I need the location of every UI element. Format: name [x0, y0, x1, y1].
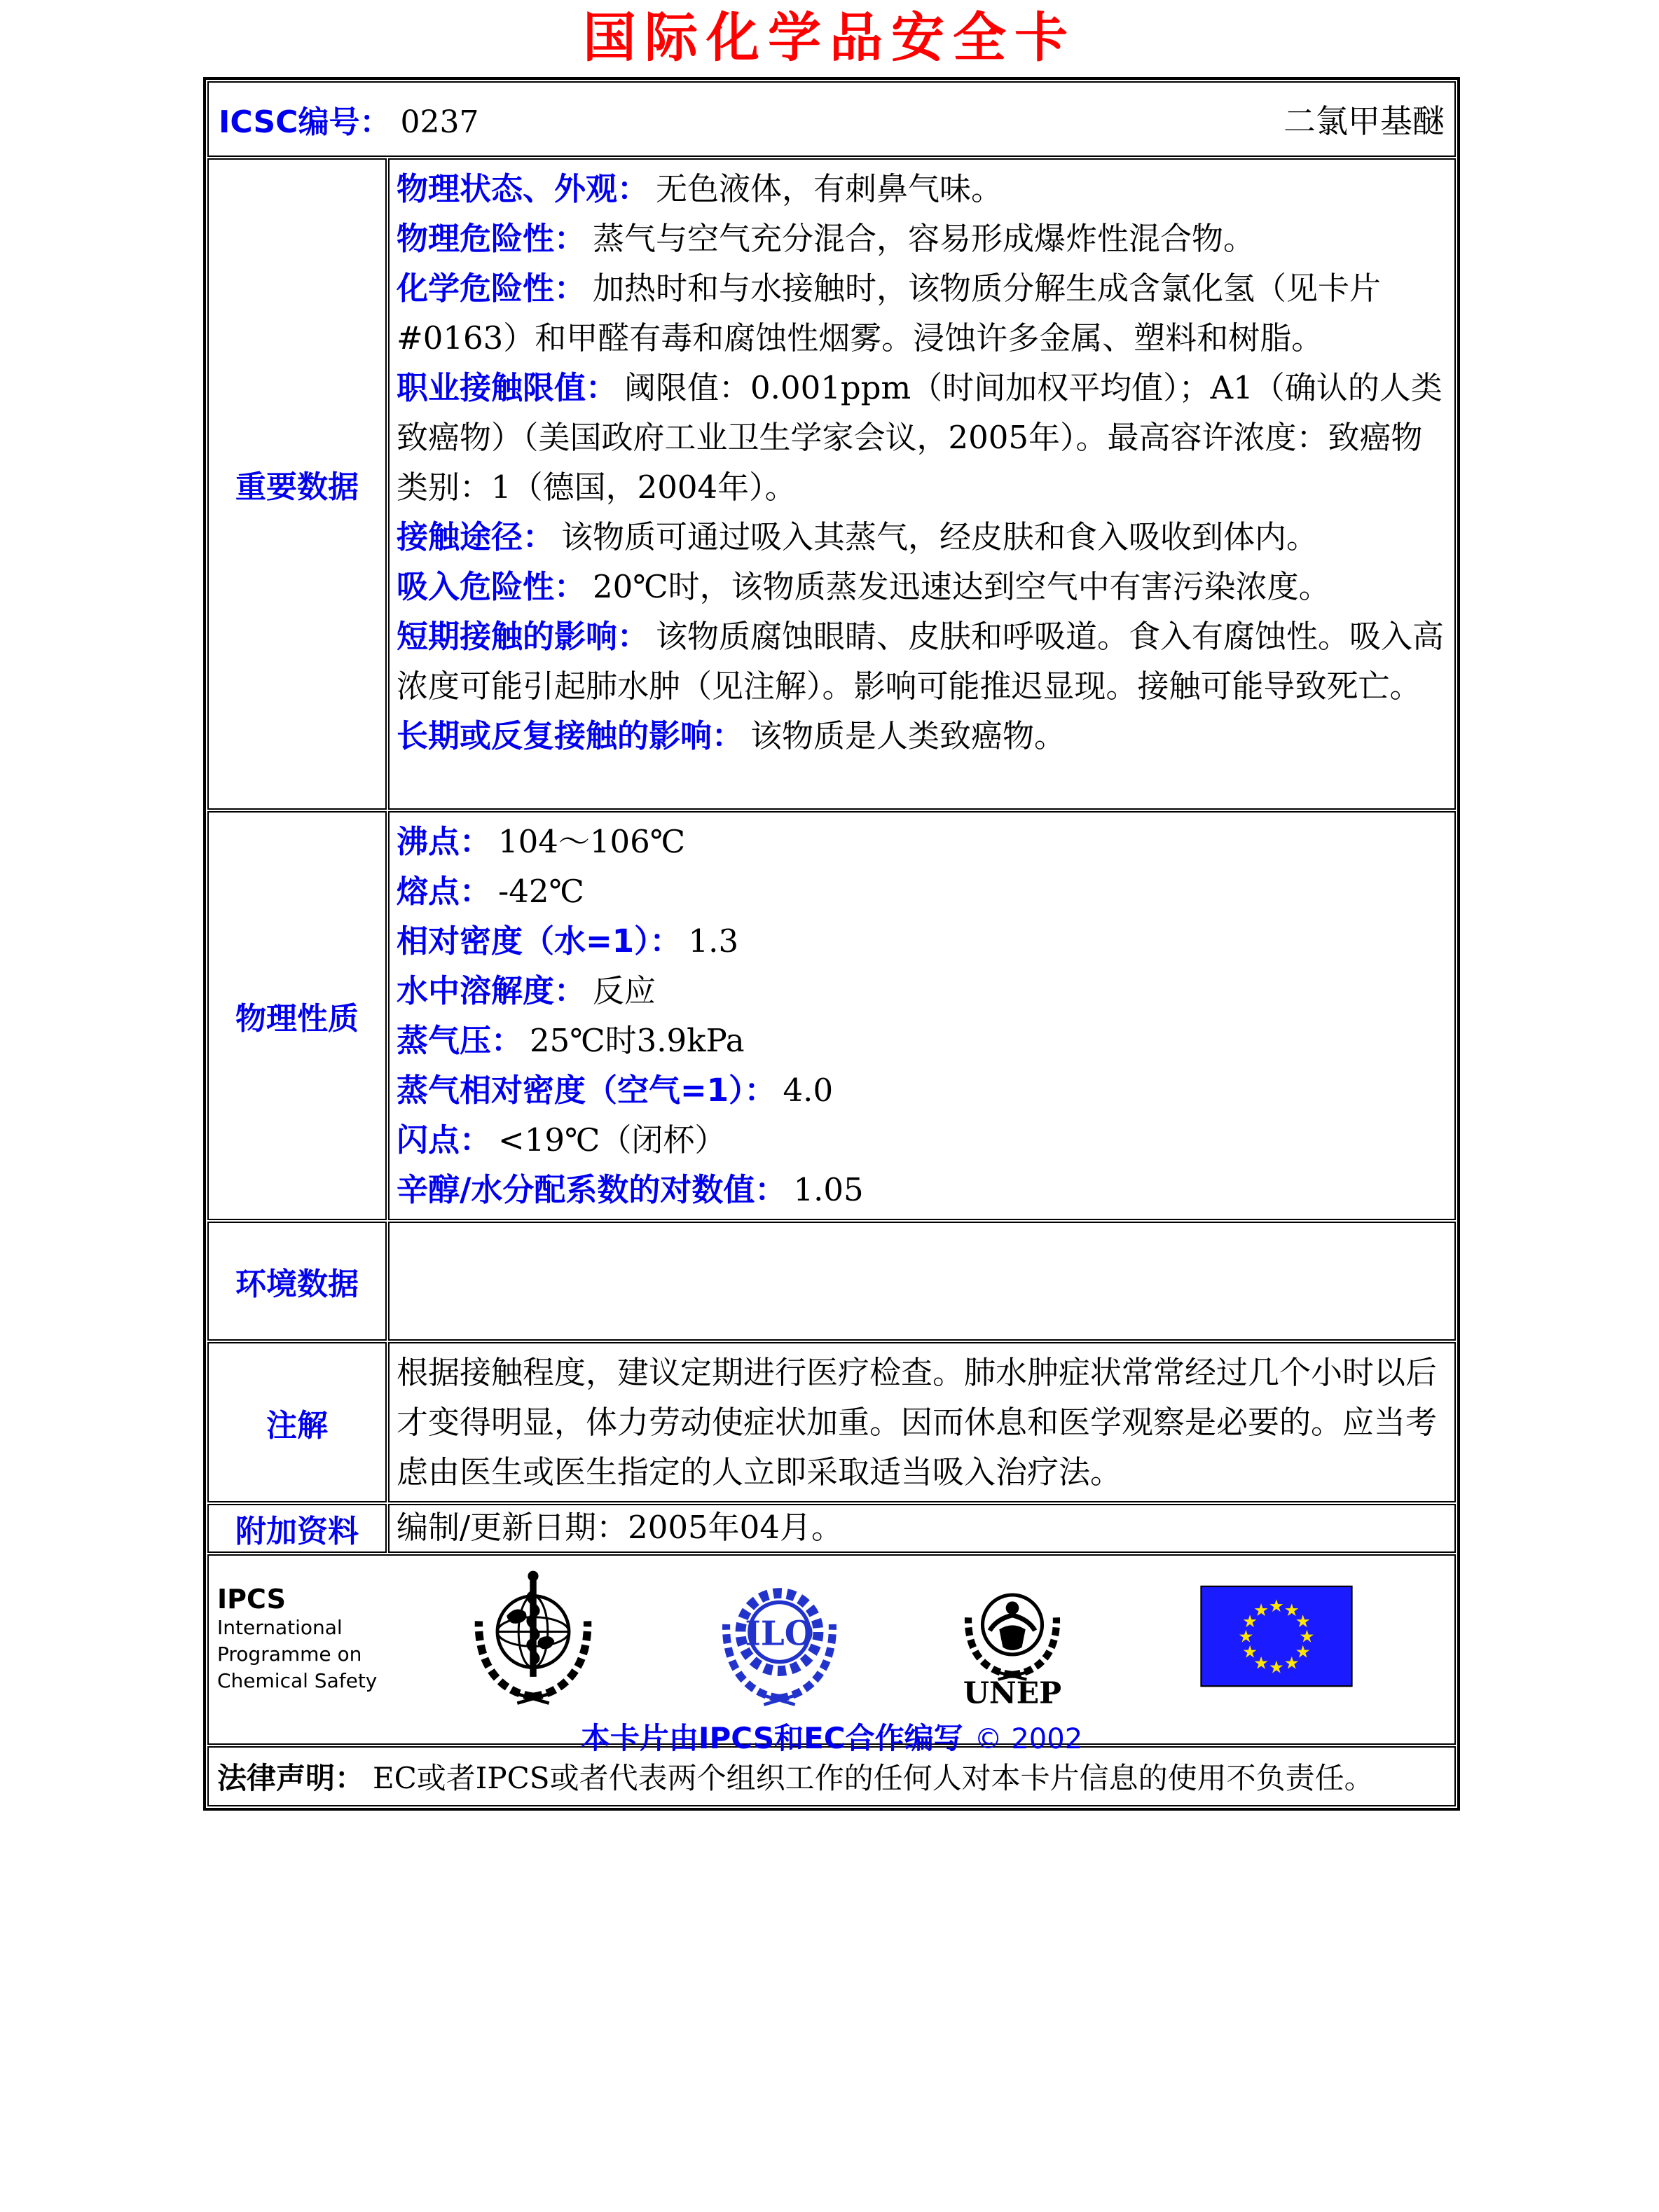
section-label-additional-info: 附加资料 — [207, 1504, 387, 1553]
property-item — [397, 916, 1447, 966]
page-title: 国际化学品安全卡 — [583, 6, 1076, 69]
icsc-number — [219, 97, 479, 141]
section-label-notes: 注解 — [207, 1342, 387, 1502]
section-label-physical-properties: 物理性质 — [207, 811, 387, 1220]
important-data-content — [388, 158, 1456, 810]
data-item — [397, 363, 1447, 512]
property-label: 蒸气压： — [397, 1022, 523, 1059]
data-item — [397, 214, 1447, 263]
notes-row — [207, 1342, 1456, 1502]
item-text: 该物质是人类致癌物。 — [750, 717, 1066, 754]
svg-text:★: ★ — [1253, 1652, 1269, 1673]
svg-text:★: ★ — [1242, 1641, 1258, 1662]
property-item — [397, 966, 1447, 1016]
item-text: 20℃时，该物质蒸发迅速达到空气中有害污染浓度。 — [593, 568, 1330, 605]
data-item — [397, 164, 1447, 214]
physical-properties-content — [388, 811, 1456, 1220]
item-text: 该物质腐蚀眼睛、皮肤和呼吸道。食入有腐蚀性。吸入高浓度可能引起肺水肿（见注解）。影响可能推迟显现。接触可能导致死亡。 — [397, 618, 1445, 705]
attribution-line — [209, 1715, 1454, 1757]
icsc-number-label: ICSC编号： — [219, 104, 391, 140]
ipcs-block — [217, 1584, 377, 1694]
physical-properties-row — [207, 811, 1456, 1220]
legal-label: 法律声明： — [217, 1761, 365, 1795]
property-item — [397, 1016, 1447, 1065]
legal-text: EC或者IPCS或者代表两个组织工作的任何人对本卡片信息的使用不负责任。 — [373, 1761, 1374, 1795]
svg-text:★: ★ — [1268, 1596, 1285, 1617]
item-label: 物理危险性： — [397, 220, 586, 257]
unep-logo-icon — [953, 1568, 1072, 1717]
data-item — [397, 263, 1447, 363]
ipcs-title: IPCS — [217, 1584, 286, 1615]
section-label-important-data: 重要数据 — [207, 158, 387, 810]
svg-text:★: ★ — [1283, 1652, 1300, 1673]
item-label: 长期或反复接触的影响： — [397, 717, 744, 754]
property-label: 蒸气相对密度（空气=1）： — [397, 1072, 776, 1109]
property-item — [397, 1065, 1447, 1115]
property-value: 1.05 — [793, 1171, 864, 1208]
item-text: 蒸气与空气充分混合，容易形成爆炸性混合物。 — [593, 220, 1255, 257]
ilo-logo-icon — [715, 1568, 844, 1714]
copyright-text: © 2002 — [974, 1723, 1083, 1755]
additional-info-text: 编制/更新日期：2005年04月。 — [397, 1509, 843, 1546]
property-label: 熔点： — [397, 873, 492, 910]
important-data-row — [207, 158, 1456, 810]
environmental-data-row — [207, 1222, 1456, 1341]
svg-text:★: ★ — [1295, 1641, 1311, 1662]
data-item — [397, 611, 1447, 711]
item-label: 接触途径： — [397, 518, 555, 555]
ipcs-subtitle-line: Chemical Safety — [217, 1669, 378, 1692]
header-row — [207, 81, 1456, 157]
additional-info-row — [207, 1504, 1456, 1553]
svg-text:★: ★ — [1268, 1657, 1285, 1678]
data-item — [397, 562, 1447, 611]
data-item — [397, 711, 1447, 761]
safety-card-table — [203, 77, 1460, 1811]
icsc-number-value: 0237 — [400, 104, 479, 140]
section-label-environmental-data: 环境数据 — [207, 1222, 387, 1341]
svg-text:★: ★ — [1242, 1610, 1258, 1631]
eu-flag-icon — [1200, 1585, 1353, 1687]
item-label: 职业接触限值： — [397, 369, 618, 406]
svg-text:★: ★ — [1299, 1626, 1315, 1647]
logos-row — [207, 1554, 1456, 1745]
item-label: 化学危险性： — [397, 270, 586, 307]
property-item — [397, 866, 1447, 916]
item-label: 吸入危险性： — [397, 568, 586, 605]
item-text: 阈限值：0.001ppm（时间加权平均值）；A1（确认的人类致癌物）（美国政府工业卫生学家会议，2005年）。最高容许浓度：致癌物类别：1（德国，2004年）。 — [397, 369, 1443, 506]
unep-letters: UNEP — [963, 1675, 1062, 1711]
property-value: 1.3 — [688, 922, 739, 960]
property-value: 反应 — [593, 972, 656, 1009]
svg-text:★: ★ — [1295, 1610, 1311, 1631]
property-label: 相对密度（水=1）： — [397, 922, 682, 960]
item-label: 物理状态、外观： — [397, 170, 649, 207]
notes-text: 根据接触程度，建议定期进行医疗检查。肺水肿症状常常经过几个小时以后才变得明显，体力劳动使症状加重。因而休息和医学观察是必要的。应当考虑由医生或医生指定的人立即采取适当吸入治疗法。 — [397, 1354, 1438, 1491]
svg-text:★: ★ — [1283, 1599, 1300, 1620]
property-value: -42℃ — [498, 873, 584, 910]
property-value: 104～106℃ — [498, 823, 686, 860]
property-item — [397, 1115, 1447, 1165]
item-label: 短期接触的影响： — [397, 618, 649, 655]
property-label: 辛醇/水分配系数的对数值： — [397, 1171, 787, 1208]
additional-info-content — [388, 1504, 1456, 1553]
property-label: 水中溶解度： — [397, 972, 586, 1009]
property-value: 4.0 — [783, 1072, 834, 1109]
environmental-data-content — [388, 1222, 1456, 1341]
item-text: 加热时和与水接触时，该物质分解生成含氯化氢（见卡片#0163）和甲醛有毒和腐蚀性烟雾。浸蚀许多金属、塑料和树脂。 — [397, 270, 1382, 357]
svg-text:★: ★ — [1238, 1626, 1254, 1647]
ipcs-subtitle-line: International — [217, 1616, 343, 1639]
ilo-letters: ILO — [745, 1614, 814, 1654]
who-logo-icon — [467, 1565, 600, 1711]
item-text: 无色液体，有刺鼻气味。 — [656, 170, 1003, 207]
property-label: 沸点： — [397, 823, 492, 860]
property-item — [397, 817, 1447, 866]
data-item — [397, 512, 1447, 562]
item-text: 该物质可通过吸入其蒸气，经皮肤和食入吸收到体内。 — [561, 518, 1319, 555]
notes-content — [388, 1342, 1456, 1502]
ipcs-subtitle-line: Programme on — [217, 1643, 362, 1666]
chemical-name: 二氯甲基醚 — [1283, 102, 1445, 140]
property-label: 闪点： — [397, 1121, 492, 1159]
property-item — [397, 1165, 1447, 1215]
attribution-text: 本卡片由IPCS和EC合作编写 — [580, 1721, 963, 1755]
property-value: <19℃（闭杯） — [498, 1121, 727, 1159]
property-value: 25℃时3.9kPa — [530, 1022, 745, 1059]
logos-cell — [207, 1554, 1456, 1755]
svg-text:★: ★ — [1253, 1599, 1269, 1620]
